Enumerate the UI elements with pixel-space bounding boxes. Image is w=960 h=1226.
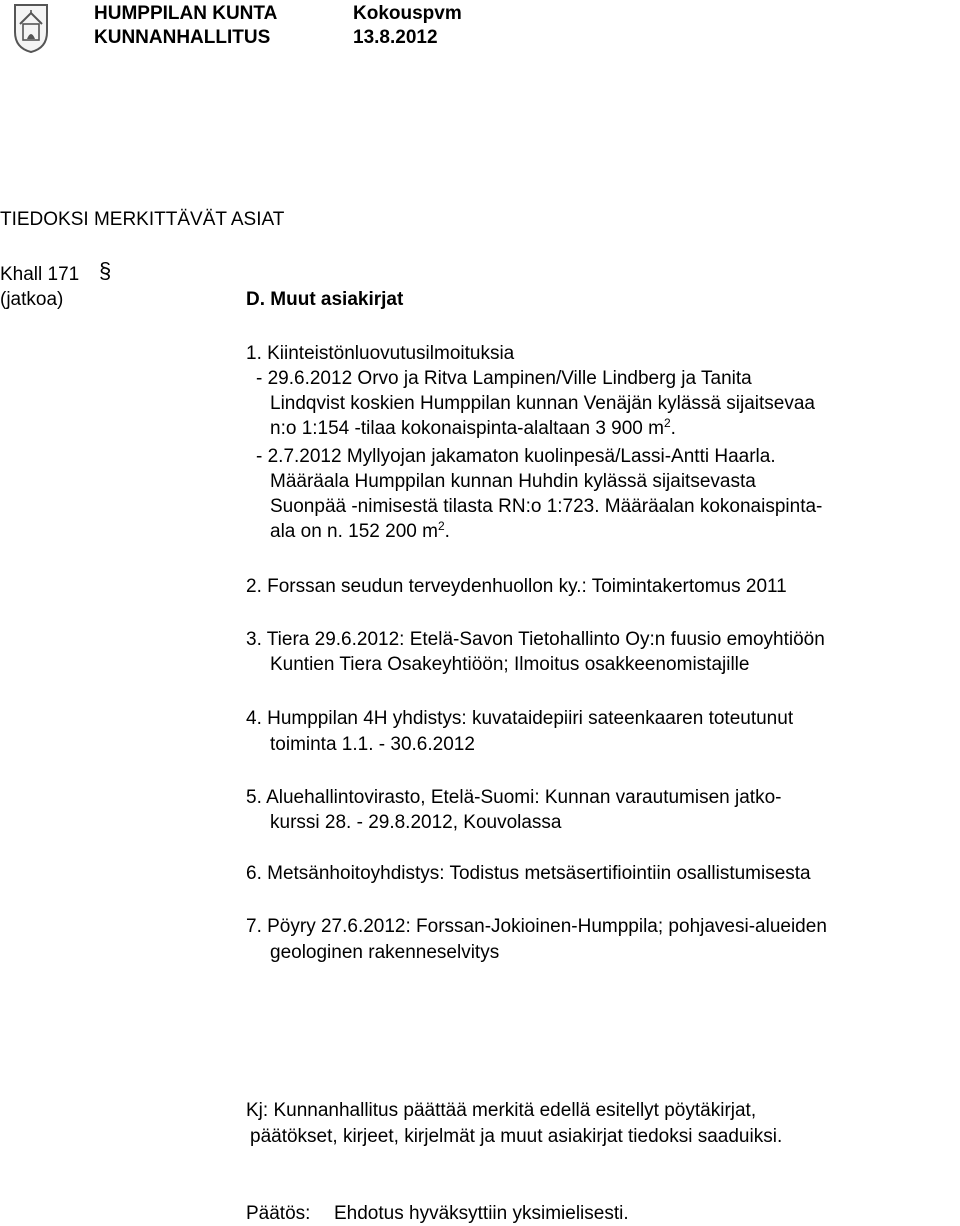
item-6: 6. Metsänhoitoyhdistys: Todistus metsäsertifiointiin osallistumisesta — [246, 863, 811, 884]
khall-number: Khall 171 — [0, 264, 80, 285]
item-5-line-2: kurssi 28. - 29.8.2012, Kouvolassa — [270, 812, 562, 833]
municipal-crest-icon — [12, 2, 50, 54]
khall-continued: (jatkoa) — [0, 289, 64, 310]
meeting-date-label: Kokouspvm — [353, 3, 462, 24]
item-3-line-2: Kuntien Tiera Osakeyhtiöön; Ilmoitus osakkeenomistajille — [270, 654, 750, 675]
item-1b-line-3: Suonpää -nimisestä tilasta RN:o 1:723. Määräalan kokonaispinta- — [270, 496, 823, 517]
item-7-line-1: 7. Pöyry 27.6.2012: Forssan-Jokioinen-Humppila; pohjavesi-alueiden — [246, 916, 827, 937]
subtitle: D. Muut asiakirjat — [246, 289, 404, 310]
decision-label: Päätös: — [246, 1203, 311, 1224]
item-2: 2. Forssan seudun terveydenhuollon ky.: Toimintakertomus 2011 — [246, 576, 787, 597]
kj-proposal-line-1: Kj: Kunnanhallitus päättää merkitä edellä esitellyt pöytäkirjat, — [246, 1100, 757, 1121]
kj-proposal-line-2: päätökset, kirjeet, kirjelmät ja muut asiakirjat tiedoksi saaduiksi. — [250, 1126, 783, 1147]
item-4-line-1: 4. Humppilan 4H yhdistys: kuvataidepiiri sateenkaaren toteutunut — [246, 708, 794, 729]
item-1a-line-2: Lindqvist koskien Humppilan kunnan Venäjän kylässä sijaitsevaa — [270, 393, 815, 414]
item-1-title: 1. Kiinteistönluovutusilmoituksia — [246, 343, 515, 364]
item-1a-line-1: - 29.6.2012 Orvo ja Ritva Lampinen/Ville Lindberg ja Tanita — [256, 368, 752, 389]
section-sign: § — [99, 258, 112, 283]
item-1a-line-3: n:o 1:154 -tilaa kokonaispinta-alaltaan 3 900 $m^2$. — [270, 416, 676, 439]
board-name: KUNNANHALLITUS — [94, 27, 271, 48]
item-1b-line-4: ala on n. 152 200 $m^2$. — [270, 519, 450, 542]
item-5-line-1: 5. Aluehallintovirasto, Etelä-Suomi: Kunnan varautumisen jatko- — [246, 787, 782, 808]
decision-text: Ehdotus hyväksyttiin yksimielisesti. — [334, 1203, 629, 1224]
item-3-line-1: 3. Tiera 29.6.2012: Etelä-Savon Tietohallinto Oy:n fuusio emoyhtiöön — [246, 629, 825, 650]
section-title: TIEDOKSI MERKITTÄVÄT ASIAT — [0, 209, 285, 230]
item-1b-line-1: - 2.7.2012 Myllyojan jakamaton kuolinpesä/Lassi-Antti Haarla. — [256, 446, 776, 467]
municipality-name: HUMPPILAN KUNTA — [94, 3, 278, 24]
item-1b-line-2: Määräala Humppilan kunnan Huhdin kylässä sijaitsevasta — [270, 471, 756, 492]
item-4-line-2: toiminta 1.1. - 30.6.2012 — [270, 734, 475, 755]
meeting-date: 13.8.2012 — [353, 27, 438, 48]
item-7-line-2: geologinen rakenneselvitys — [270, 942, 500, 963]
